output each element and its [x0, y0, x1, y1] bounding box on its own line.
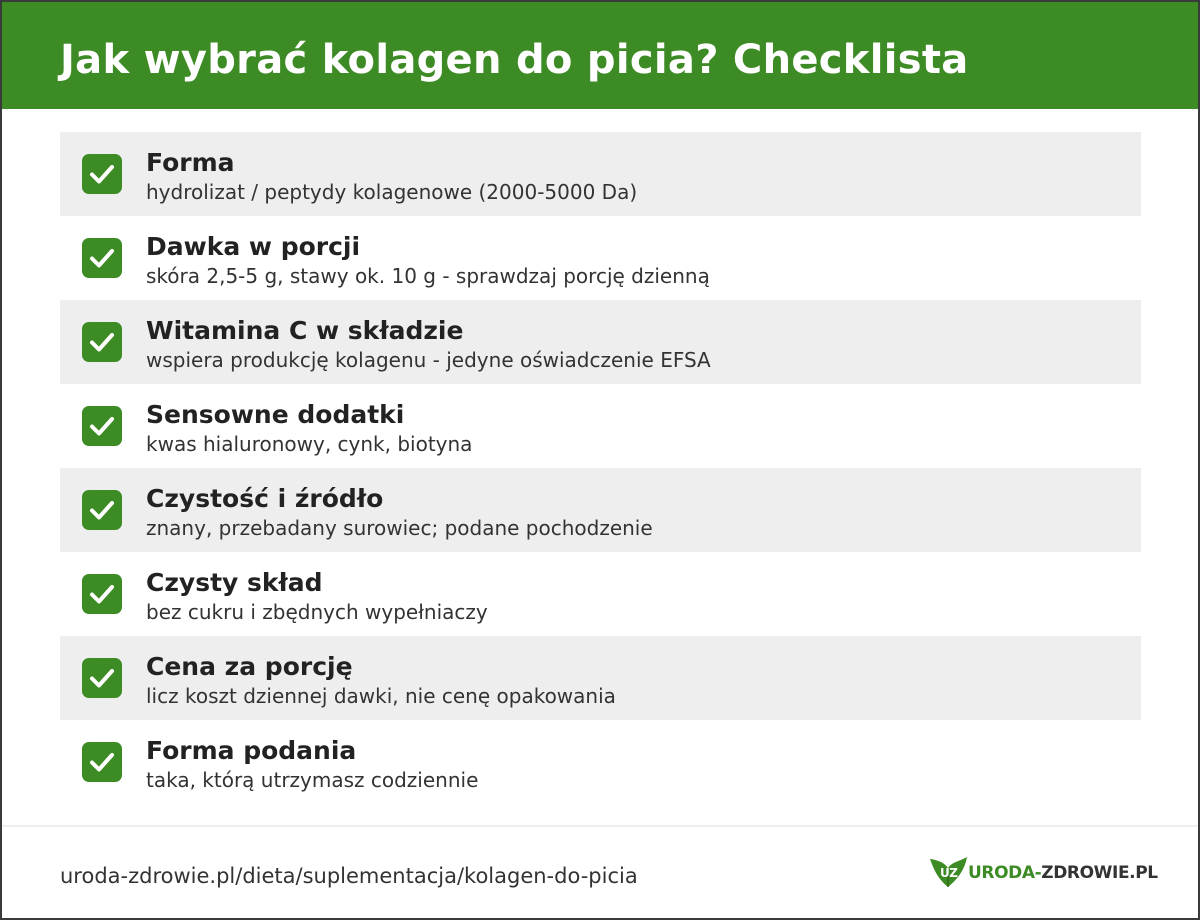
item-title: Forma	[146, 148, 235, 177]
checkmark-icon	[82, 574, 122, 614]
item-title: Czystość i źródło	[146, 484, 384, 513]
item-title: Dawka w porcji	[146, 232, 361, 261]
checklist-item	[60, 552, 1141, 636]
footer-divider	[2, 825, 1198, 827]
brand-logo[interactable]	[928, 854, 1158, 890]
checklist-item	[60, 636, 1141, 720]
header-banner	[2, 2, 1198, 109]
item-title: Cena za porcję	[146, 652, 353, 681]
logo-text-zdrowie: ZDROWIE.PL	[1041, 863, 1158, 883]
checkmark-icon	[82, 322, 122, 362]
logo-badge: UZ	[940, 866, 958, 880]
item-description: bez cukru i zbędnych wypełniaczy	[146, 600, 488, 624]
checkmark-icon	[82, 742, 122, 782]
checklist-item	[60, 216, 1141, 300]
checkmark-icon	[82, 238, 122, 278]
logo-text-uroda: URODA-	[968, 863, 1042, 883]
footer-url-link[interactable]: uroda-zdrowie.pl/dieta/suplementacja/kolagen-do-picia	[60, 864, 638, 888]
checklist-item	[60, 468, 1141, 552]
item-title: Sensowne dodatki	[146, 400, 405, 429]
checkmark-icon	[82, 154, 122, 194]
checklist	[60, 132, 1141, 804]
item-description: licz koszt dziennej dawki, nie cenę opakowania	[146, 684, 616, 708]
item-title: Forma podania	[146, 736, 357, 765]
item-description: skóra 2,5-5 g, stawy ok. 10 g - sprawdzaj porcję dzienną	[146, 264, 710, 288]
page-title: Jak wybrać kolagen do picia? Checklista	[60, 37, 969, 83]
item-title: Witamina C w składzie	[146, 316, 464, 345]
checkmark-icon	[82, 406, 122, 446]
checklist-item	[60, 300, 1141, 384]
checklist-item	[60, 384, 1141, 468]
item-description: hydrolizat / peptydy kolagenowe (2000-5000 Da)	[146, 180, 638, 204]
item-description: wspiera produkcję kolagenu - jedyne oświadczenie EFSA	[146, 348, 711, 372]
item-description: znany, przebadany surowiec; podane pochodzenie	[146, 516, 653, 540]
item-description: taka, którą utrzymasz codziennie	[146, 768, 479, 792]
checklist-item	[60, 132, 1141, 216]
checklist-item	[60, 720, 1141, 804]
item-title: Czysty skład	[146, 568, 323, 597]
checkmark-icon	[82, 490, 122, 530]
checkmark-icon	[82, 658, 122, 698]
logo-wordmark	[968, 863, 1158, 883]
item-description: kwas hialuronowy, cynk, biotyna	[146, 432, 473, 456]
